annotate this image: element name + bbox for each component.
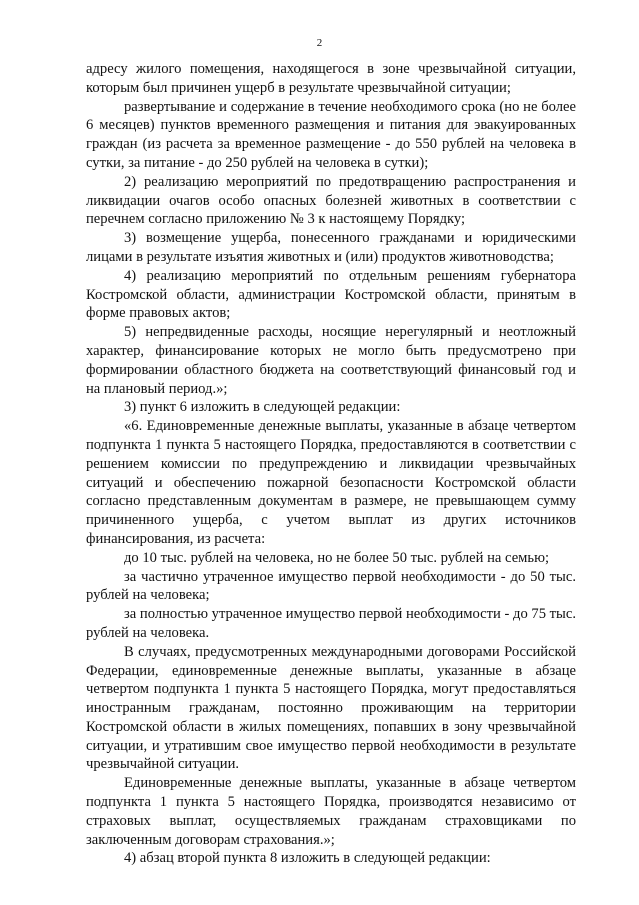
paragraph-foreign-citizens: В случаях, предусмотренных международными договорами Российской Федерации, единовременные денежные выплаты, указанные в абзаце четвертом подпункта 1 пункта 5 настоящего Порядка, могут предоставляться иностранным гражданам, постоянно проживающим на территории Костромской области в жилых помещениях, попавших в зону чрезвычайной ситуации, и утратившим свое имущество первой необходимости в результате чрезвычайной ситуации. <box>86 643 576 773</box>
paragraph-amendment-4: 4) абзац второй пункта 8 изложить в следующей редакции: <box>124 850 491 867</box>
paragraph-amendment-3: 3) пункт 6 изложить в следующей редакции: <box>124 399 401 416</box>
paragraph-item-3: 3) возмещение ущерба, понесенного гражданами и юридическими лицами в результате изъятия животных и (или) продуктов животноводства; <box>86 230 576 265</box>
paragraph-clause-6: «6. Единовременные денежные выплаты, указанные в абзаце четвертом подпункта 1 пункта 5 настоящего Порядка, предоставляются в соответствии с решением комиссии по предупреждению и ликвидации чрезвычайных ситуаций и обеспечению пожарной безопасности Костромской области согласно представленным документам в размере, не превышающем сумму причиненного ущерба, с учетом выплат из других источников финансирования, из расчета: <box>86 418 576 547</box>
paragraph-item-4: 4) реализацию мероприятий по отдельным решениям губернатора Костромской области, администрации Костромской области, принятым в форме правовых актов; <box>86 267 576 322</box>
paragraph-payment-per-person: до 10 тыс. рублей на человека, но не более 50 тыс. рублей на семью; <box>124 549 550 566</box>
paragraph-continuation: адресу жилого помещения, находящегося в зоне чрезвычайной ситуации, которым был причинен ущерб в результате чрезвычайной ситуации; <box>86 61 576 96</box>
paragraph-insurance-independence: Единовременные денежные выплаты, указанные в абзаце четвертом подпункта 1 пункта 5 настоящего Порядка, производятся независимо от страховых выплат, осуществляемых гражданам страховщиками по заключенным договорам страхования.»; <box>86 775 576 848</box>
paragraph-item-5: 5) непредвиденные расходы, носящие нерегулярный и неотложный характер, финансирование которых не могло быть предусмотрено при формировании областного бюджета на соответствующий финансовый год и на плановый период.»; <box>86 324 576 397</box>
paragraph-full-loss: за полностью утраченное имущество первой необходимости - до 75 тыс. рублей на человека. <box>86 606 576 641</box>
paragraph-temporary-accommodation: развертывание и содержание в течение необходимого срока (но не более 6 месяцев) пунктов временного размещения и питания для эвакуированных граждан (из расчета за временное размещение - до 550 рублей на человека в сутки, за питание - до 250 рублей на человека в сутки); <box>86 98 576 171</box>
document-body <box>86 60 576 868</box>
page-number: 2 <box>316 37 323 49</box>
paragraph-item-2: 2) реализацию мероприятий по предотвращению распространения и ликвидации очагов особо опасных болезней животных в соответствии с перечнем согласно приложению № 3 к настоящему Порядку; <box>86 173 576 228</box>
paragraph-partial-loss: за частично утраченное имущество первой необходимости - до 50 тыс. рублей на человека; <box>86 568 576 604</box>
